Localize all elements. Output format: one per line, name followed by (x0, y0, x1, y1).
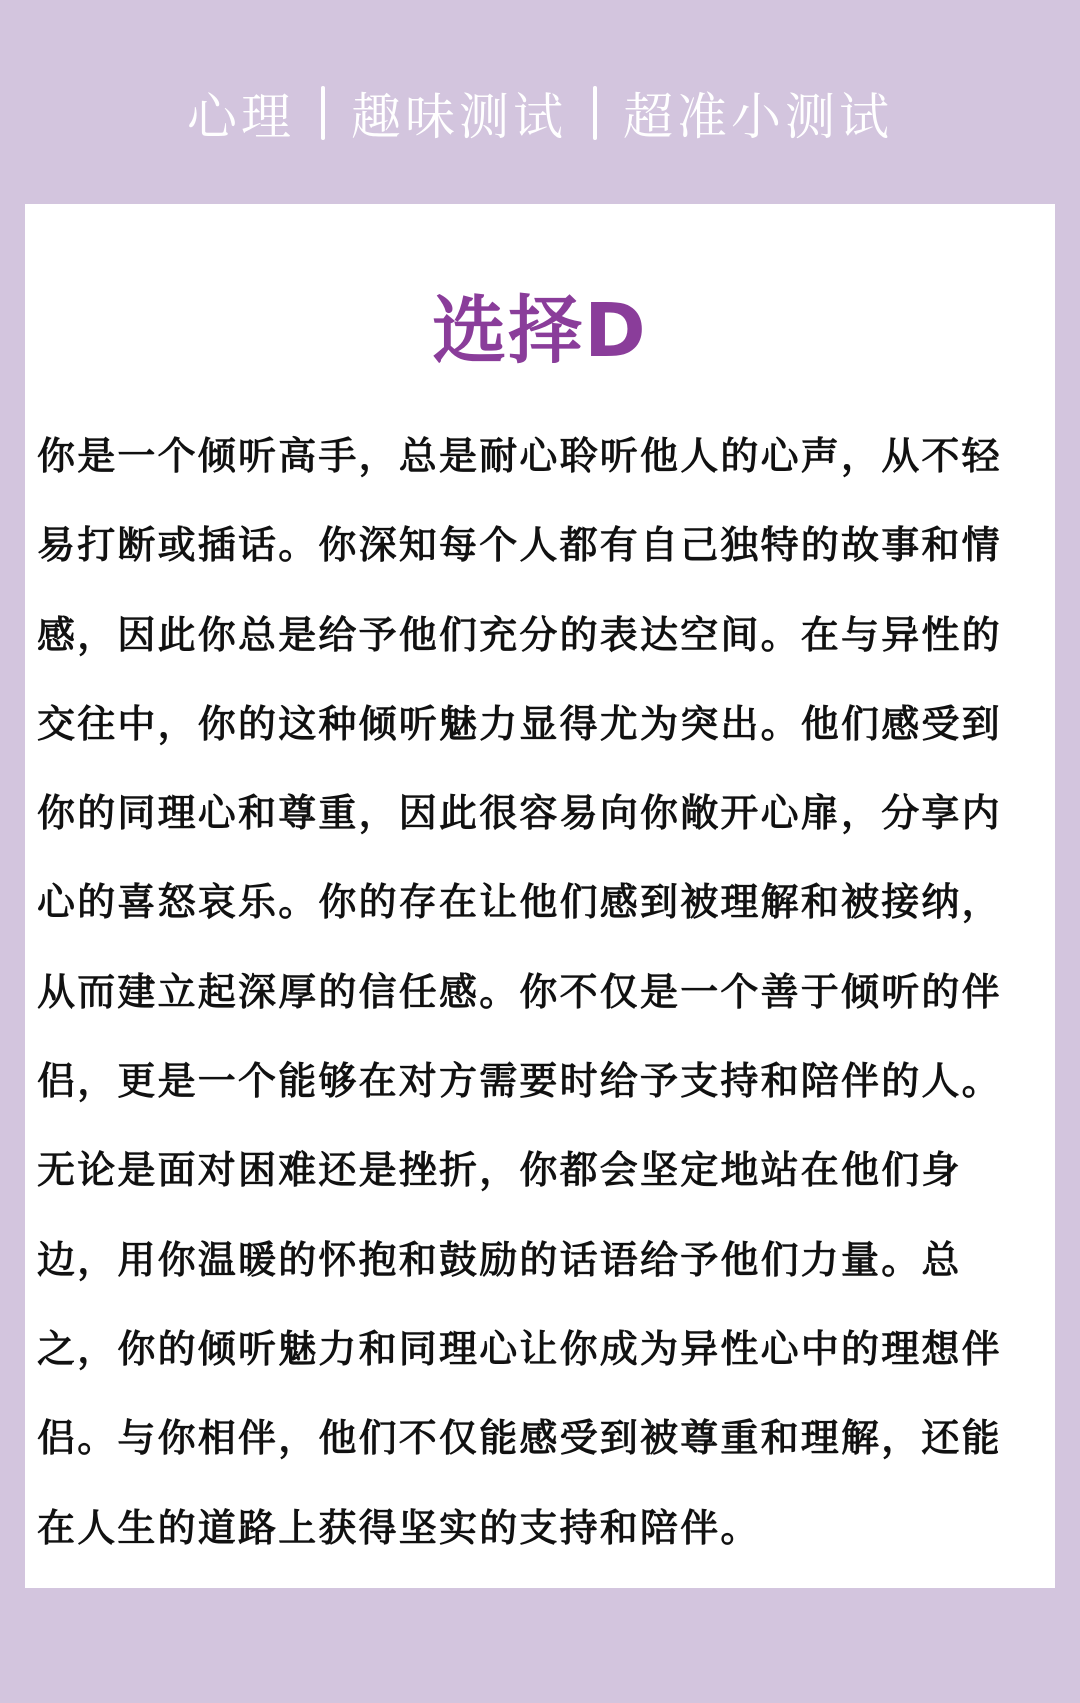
description-line: 无论是面对困难还是挫折，你都会坚定地站在他们身 (37, 1148, 962, 1193)
description-line: 侣，更是一个能够在对方需要时给予支持和陪伴的人。 (37, 1059, 1002, 1104)
description-line: 你是一个倾听高手，总是耐心聆听他人的心声，从不轻 (37, 434, 1002, 478)
header-divider (593, 86, 597, 140)
page-header (0, 78, 1080, 148)
description-line: 心的喜怒哀乐。你的存在让他们感到被理解和被接纳， (37, 880, 1002, 925)
header-tag-accurate-test: 超准小测试 (623, 88, 893, 146)
result-card (25, 204, 1055, 1588)
description-line: 侣。与你相伴，他们不仅能感受到被尊重和理解，还能 (37, 1416, 1002, 1461)
result-title: 选择D (432, 288, 648, 374)
header-tag-psychology: 心理 (187, 88, 295, 146)
description-line: 边，用你温暖的怀抱和鼓励的话语给予他们力量。总 (37, 1237, 962, 1282)
description-line: 感，因此你总是给予他们充分的表达空间。在与异性的 (37, 612, 1002, 657)
description-line: 在人生的道路上获得坚实的支持和陪伴。 (37, 1505, 761, 1550)
result-description (37, 412, 1037, 1573)
description-line: 交往中，你的这种倾听魅力显得尤为突出。他们感受到 (37, 701, 1002, 746)
header-divider (321, 86, 325, 140)
description-line: 你的同理心和尊重，因此很容易向你敞开心扉，分享内 (37, 791, 1002, 836)
description-line: 从而建立起深厚的信任感。你不仅是一个善于倾听的伴 (37, 969, 1002, 1014)
description-line: 易打断或插话。你深知每个人都有自己独特的故事和情 (37, 523, 1002, 568)
description-line: 之，你的倾听魅力和同理心让你成为异性心中的理想伴 (37, 1326, 1002, 1371)
header-tag-fun-test: 趣味测试 (351, 88, 567, 146)
